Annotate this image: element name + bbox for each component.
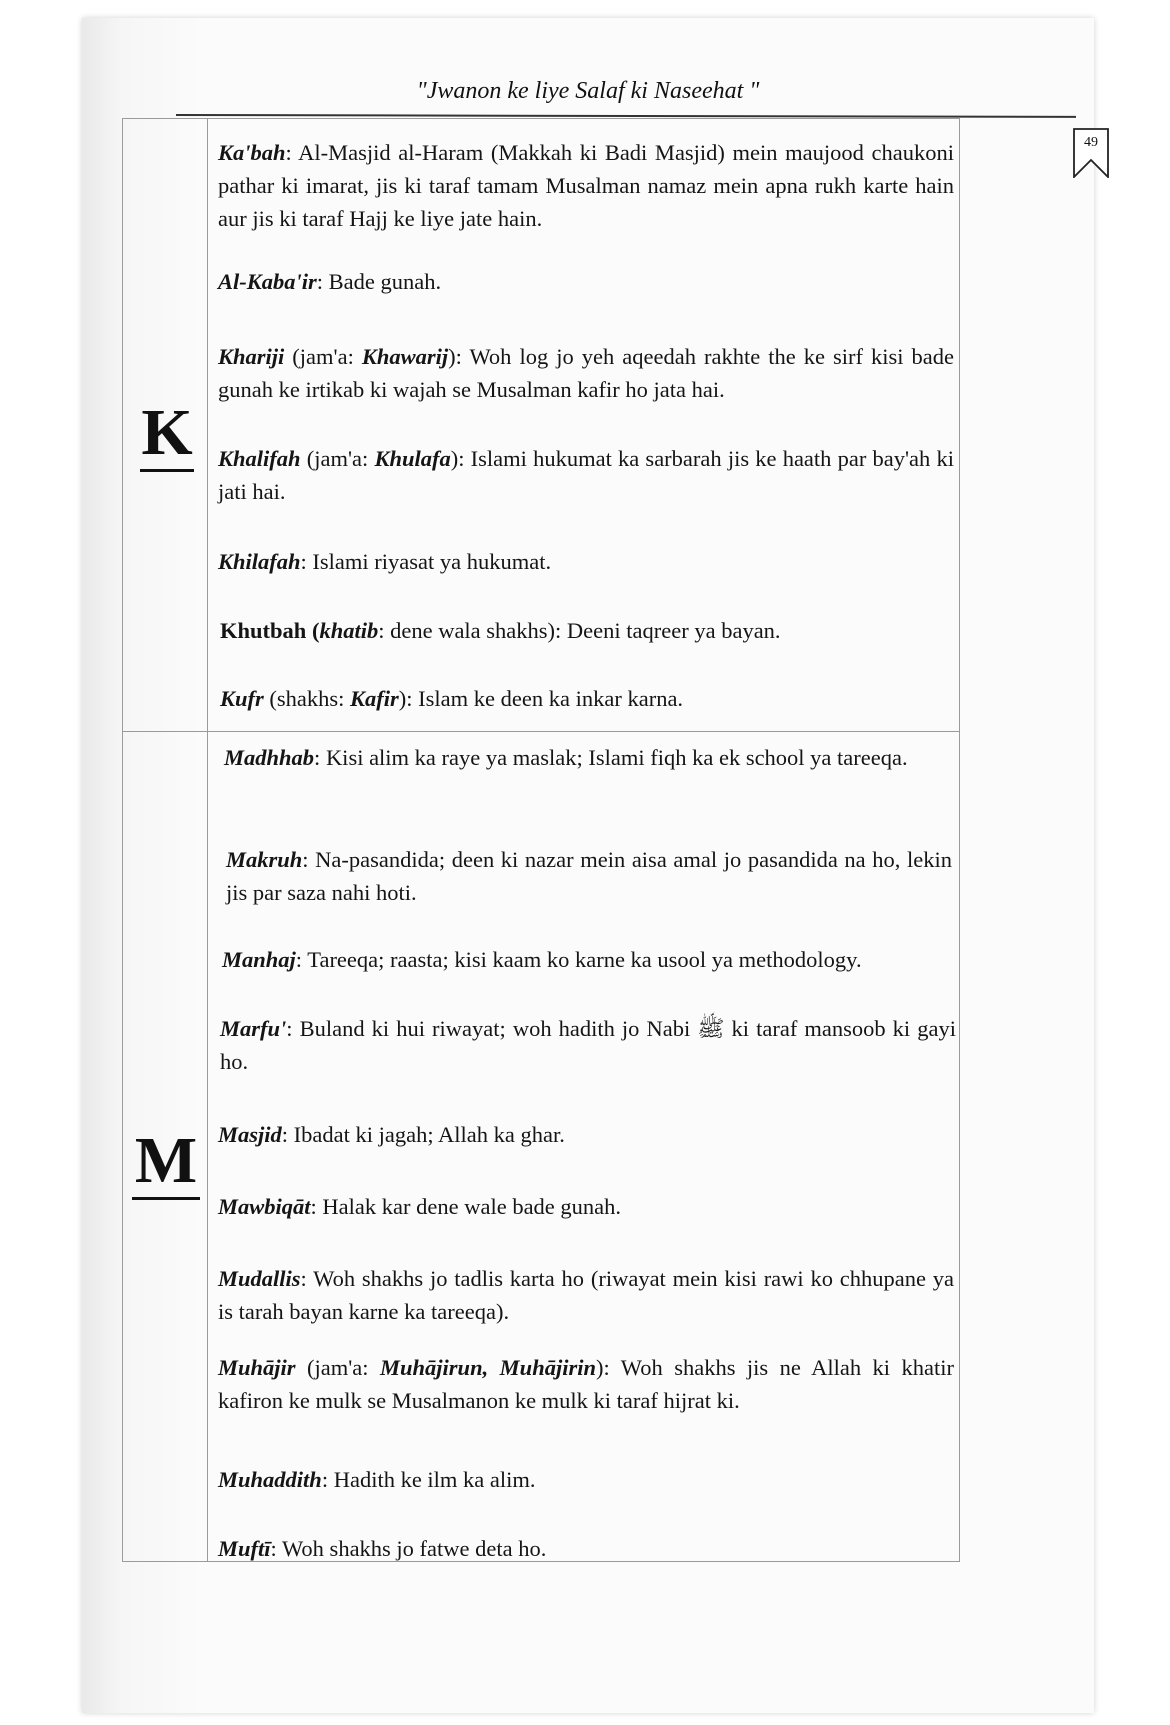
glossary-entry: [220, 1012, 956, 1078]
entry-plural-suffix: ):: [450, 446, 471, 471]
entry-definition: Ibadat ki jagah; Allah ka ghar.: [288, 1122, 565, 1147]
glossary-entry: [224, 741, 952, 774]
entry-term: Khilafah: [218, 549, 301, 574]
entry-definition: Islami hukumat ka sarbarah jis ke haath par bay'ah ki jati hai.: [218, 446, 954, 504]
glossary-entry: [218, 1463, 954, 1496]
section-divider: [122, 731, 960, 732]
entry-plural-term: Muhājirun, Muhājirin: [380, 1355, 596, 1380]
entry-term: Makruh: [226, 847, 303, 872]
entry-definition: Woh shakhs jo fatwe deta ho.: [276, 1536, 547, 1561]
section-letter-k: [140, 396, 194, 472]
entry-term: Al-Kaba'ir: [218, 269, 317, 294]
section-letter-underline: [140, 469, 194, 472]
entry-plural-term: khatib: [319, 618, 379, 643]
glossary-entry: [226, 843, 952, 909]
entry-term: Khalifah: [218, 446, 301, 471]
entry-term: Muhājir: [218, 1355, 296, 1380]
entry-definition: Tareeqa; raasta; kisi kaam ko karne ka usool ya methodology.: [302, 947, 862, 972]
entry-definition: Islam ke deen ka inkar karna.: [418, 686, 684, 711]
entry-definition: Kisi alim ka raye ya maslak; Islami fiqh ka ek school ya tareeqa.: [320, 745, 908, 770]
entry-sep: :: [281, 1122, 289, 1147]
entry-sep: :: [302, 847, 309, 872]
table-column-divider: [207, 118, 208, 1562]
section-letter-k-text: K: [141, 396, 193, 469]
entry-plural-term: Khulafa: [374, 446, 451, 471]
entry-plural-prefix: (jam'a:: [295, 1355, 381, 1380]
running-header-title: "Jwanon ke liye Salaf ki Naseehat ": [416, 78, 760, 104]
entry-term: Ka'bah: [218, 140, 286, 165]
glossary-entry: [218, 442, 954, 508]
glossary-entry: [218, 340, 954, 406]
entry-plural-suffix: ):: [398, 686, 419, 711]
entry-sep: :: [314, 745, 321, 770]
entry-term: Mudallis: [218, 1266, 301, 1291]
entry-term: Muftī: [218, 1536, 271, 1561]
entry-term: Madhhab: [224, 745, 315, 770]
glossary-entry: [218, 545, 954, 578]
entry-sep: :: [300, 1266, 307, 1291]
entry-plural-suffix: ):: [448, 344, 470, 369]
glossary-entry: [220, 682, 956, 715]
glossary-entry: [222, 943, 954, 976]
entry-definition: Halak kar dene wale bade gunah.: [316, 1194, 622, 1219]
entry-plural-suffix: ):: [595, 1355, 621, 1380]
entry-plural-term: Kafir: [350, 686, 399, 711]
entry-plural-prefix: (: [306, 618, 320, 643]
entry-definition: Woh shakhs jo tadlis karta ho (riwayat mein kisi rawi ko chhupane ya is tarah bayan karne ka tareeqa).: [218, 1266, 954, 1324]
entry-plural-term: Khawarij: [361, 344, 449, 369]
entry-plural-prefix: (jam'a:: [284, 344, 362, 369]
entry-sep: :: [286, 1016, 293, 1041]
entry-sep: :: [295, 947, 303, 972]
glossary-entry: [220, 614, 956, 647]
glossary-entry: [218, 265, 954, 298]
glossary-entry: [218, 1190, 954, 1223]
entry-definition: Bade gunah.: [323, 269, 442, 294]
entry-plural-suffix: : dene wala shakhs):: [378, 618, 567, 643]
entry-plural-prefix: (shakhs:: [263, 686, 351, 711]
entry-sep: :: [285, 140, 292, 165]
glossary-entry: [218, 136, 954, 235]
glossary-entry: [218, 1262, 954, 1328]
entry-term: Masjid: [218, 1122, 282, 1147]
entry-definition: Hadith ke ilm ka alim.: [328, 1467, 536, 1492]
entry-term: Muhaddith: [218, 1467, 322, 1492]
section-letter-m: [132, 1124, 200, 1200]
entry-sep: :: [316, 269, 324, 294]
page-number: 49: [1084, 135, 1098, 150]
entry-definition: Woh shakhs jis ne Allah ki khatir kafiron ke mulk se Musalmanon ke mulk ki taraf hijrat ki.: [218, 1355, 954, 1413]
entry-definition: Islami riyasat ya hukumat.: [306, 549, 552, 574]
entry-definition: Na-pasandida; deen ki nazar mein aisa amal jo pasandida na ho, lekin jis par saza nahi hoti.: [226, 847, 952, 905]
entry-sep: :: [270, 1536, 277, 1561]
section-letter-underline: [132, 1197, 200, 1200]
entry-term: Kufr: [220, 686, 264, 711]
entry-definition: Deeni taqreer ya bayan.: [566, 618, 781, 643]
glossary-entry: [218, 1118, 954, 1151]
glossary-entry: [218, 1351, 954, 1417]
entry-sep: :: [321, 1467, 329, 1492]
entry-term: Mawbiqāt: [218, 1194, 311, 1219]
entry-definition: Al-Masjid al-Haram (Makkah ki Badi Masjid) mein maujood chaukoni pathar ki imarat, jis ki taraf tamam Musalman namaz mein apna rukh karte hain aur jis ki taraf Hajj ke liye jate hain.: [218, 140, 954, 231]
entry-term: Marfu': [220, 1016, 287, 1041]
entry-plural-prefix: (jam'a:: [300, 446, 375, 471]
glossary-table: [122, 118, 960, 1562]
entry-sep: :: [310, 1194, 317, 1219]
entry-sep: :: [300, 549, 307, 574]
section-letter-m-text: M: [134, 1124, 198, 1197]
glossary-entry: [218, 1532, 954, 1565]
entry-definition: Buland ki hui riwayat; woh hadith jo Nabi ﷺ ki taraf mansoob ki gayi ho.: [220, 1016, 956, 1074]
entry-term: Khariji: [218, 344, 285, 369]
entry-definition: Woh log jo yeh aqeedah rakhte the ke sirf kisi bade gunah ke irtikab ki wajah se Musalman kafir ho jata hai.: [218, 344, 954, 402]
entry-term: Khutbah: [220, 618, 307, 643]
entry-term: Manhaj: [222, 947, 296, 972]
page-number-badge: [1073, 128, 1109, 178]
